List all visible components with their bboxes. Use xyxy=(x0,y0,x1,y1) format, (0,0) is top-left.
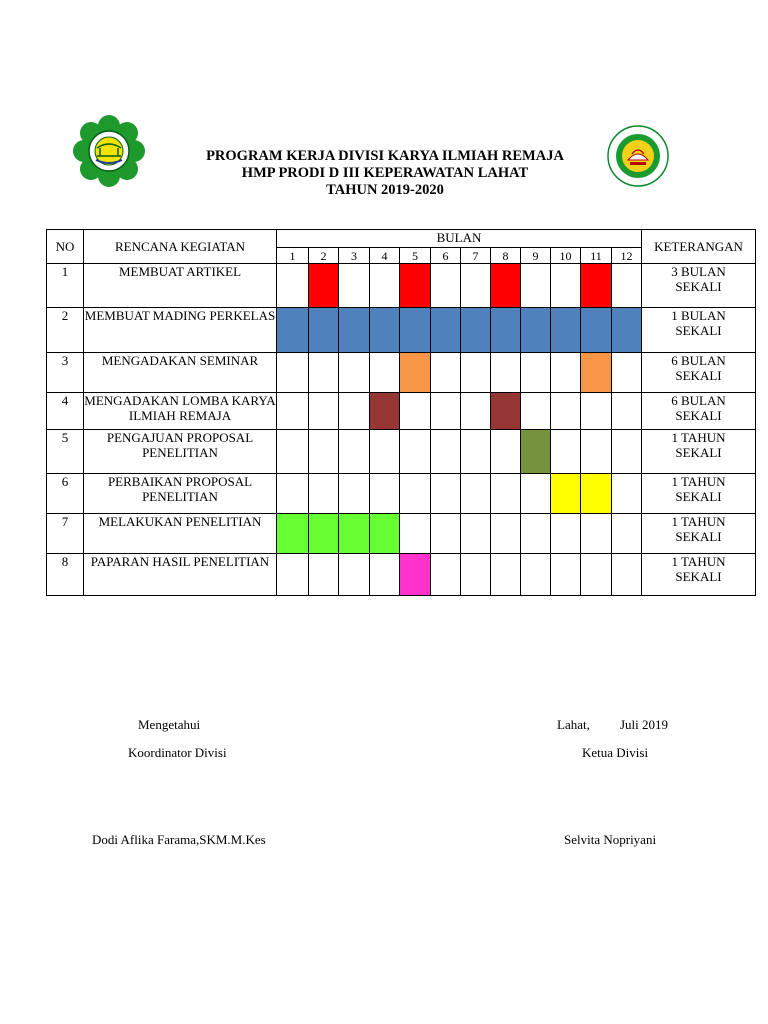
keterangan-cell xyxy=(642,308,756,353)
schedule-cell-month-3 xyxy=(339,474,370,514)
activity-name: MEMBUAT MADING PERKELAS xyxy=(84,308,277,353)
schedule-cell-month-12 xyxy=(612,308,642,353)
schedule-cell-month-9 xyxy=(521,430,551,474)
schedule-cell-month-7 xyxy=(461,474,491,514)
keterangan-unit: SEKALI xyxy=(675,529,722,544)
keterangan-cell xyxy=(642,554,756,596)
row-number: 8 xyxy=(47,554,84,596)
schedule-cell-month-1 xyxy=(277,514,309,554)
keterangan-unit: SEKALI xyxy=(675,408,722,423)
schedule-cell-month-8 xyxy=(491,514,521,554)
schedule-cell-month-8 xyxy=(491,308,521,353)
schedule-cell-month-12 xyxy=(612,554,642,596)
keterangan-unit: SEKALI xyxy=(675,323,722,338)
schedule-cell-month-10 xyxy=(551,264,581,308)
month-header-8: 8 xyxy=(491,248,521,264)
schedule-cell-month-1 xyxy=(277,353,309,393)
schedule-cell-month-2 xyxy=(309,474,339,514)
keterangan-cell xyxy=(642,393,756,430)
schedule-cell-month-7 xyxy=(461,554,491,596)
column-header-bulan: BULAN xyxy=(277,230,642,248)
signature-left-mengetahui: Mengetahui xyxy=(138,717,201,732)
schedule-cell-month-12 xyxy=(612,353,642,393)
schedule-cell-month-6 xyxy=(431,308,461,353)
schedule-cell-month-9 xyxy=(521,554,551,596)
keterangan-cell xyxy=(642,514,756,554)
keterangan-frequency: 6 BULAN xyxy=(671,393,726,408)
schedule-cell-month-9 xyxy=(521,264,551,308)
schedule-cell-month-7 xyxy=(461,264,491,308)
schedule-cell-month-12 xyxy=(612,514,642,554)
work-plan-table xyxy=(46,229,756,596)
schedule-cell-month-1 xyxy=(277,264,309,308)
keterangan-cell xyxy=(642,474,756,514)
schedule-cell-month-5 xyxy=(400,554,431,596)
keterangan-unit: SEKALI xyxy=(675,489,722,504)
month-header-2: 2 xyxy=(309,248,339,264)
keterangan-frequency: 3 BULAN xyxy=(671,264,726,279)
signature-right-place: Lahat, xyxy=(557,717,590,732)
month-header-7: 7 xyxy=(461,248,491,264)
schedule-cell-month-4 xyxy=(370,430,400,474)
keterangan-unit: SEKALI xyxy=(675,279,722,294)
schedule-cell-month-7 xyxy=(461,514,491,554)
schedule-cell-month-12 xyxy=(612,264,642,308)
schedule-cell-month-11 xyxy=(581,514,612,554)
activity-name: PAPARAN HASIL PENELITIAN xyxy=(84,554,277,596)
schedule-cell-month-4 xyxy=(370,554,400,596)
schedule-cell-month-8 xyxy=(491,264,521,308)
institution-logo-left xyxy=(72,114,146,188)
table-row xyxy=(47,353,756,393)
month-header-4: 4 xyxy=(370,248,400,264)
activity-name: MENGADAKAN SEMINAR xyxy=(84,353,277,393)
schedule-cell-month-11 xyxy=(581,308,612,353)
month-header-11: 11 xyxy=(581,248,612,264)
schedule-cell-month-9 xyxy=(521,474,551,514)
table-row xyxy=(47,393,756,430)
schedule-cell-month-8 xyxy=(491,353,521,393)
schedule-cell-month-8 xyxy=(491,430,521,474)
column-header-no: NO xyxy=(47,230,84,264)
schedule-cell-month-5 xyxy=(400,308,431,353)
schedule-cell-month-5 xyxy=(400,393,431,430)
row-number: 3 xyxy=(47,353,84,393)
schedule-cell-month-2 xyxy=(309,308,339,353)
row-number: 1 xyxy=(47,264,84,308)
row-number: 6 xyxy=(47,474,84,514)
keterangan-unit: SEKALI xyxy=(675,368,722,383)
schedule-cell-month-7 xyxy=(461,308,491,353)
schedule-cell-month-3 xyxy=(339,430,370,474)
keterangan-frequency: 6 BULAN xyxy=(671,353,726,368)
schedule-cell-month-4 xyxy=(370,264,400,308)
schedule-cell-month-12 xyxy=(612,430,642,474)
schedule-cell-month-10 xyxy=(551,474,581,514)
schedule-cell-month-10 xyxy=(551,353,581,393)
schedule-cell-month-10 xyxy=(551,430,581,474)
table-row xyxy=(47,308,756,353)
schedule-cell-month-10 xyxy=(551,514,581,554)
table-row xyxy=(47,430,756,474)
schedule-cell-month-3 xyxy=(339,353,370,393)
schedule-cell-month-3 xyxy=(339,264,370,308)
row-number: 7 xyxy=(47,514,84,554)
schedule-cell-month-11 xyxy=(581,554,612,596)
schedule-cell-month-1 xyxy=(277,554,309,596)
schedule-cell-month-9 xyxy=(521,393,551,430)
activity-name: MEMBUAT ARTIKEL xyxy=(84,264,277,308)
title-line-3: TAHUN 2019-2020 xyxy=(326,182,444,198)
table-row xyxy=(47,554,756,596)
schedule-cell-month-8 xyxy=(491,554,521,596)
signature-right-name: Selvita Nopriyani xyxy=(564,832,657,847)
table-row xyxy=(47,264,756,308)
activity-name: MELAKUKAN PENELITIAN xyxy=(84,514,277,554)
schedule-cell-month-4 xyxy=(370,514,400,554)
schedule-cell-month-11 xyxy=(581,393,612,430)
row-number: 4 xyxy=(47,393,84,430)
schedule-cell-month-8 xyxy=(491,393,521,430)
column-header-rencana-kegiatan: RENCANA KEGIATAN xyxy=(84,230,277,264)
schedule-cell-month-1 xyxy=(277,393,309,430)
title-line-2: HMP PRODI D III KEPERAWATAN LAHAT xyxy=(241,165,529,181)
schedule-cell-month-4 xyxy=(370,393,400,430)
schedule-cell-month-2 xyxy=(309,514,339,554)
schedule-cell-month-3 xyxy=(339,393,370,430)
schedule-cell-month-5 xyxy=(400,430,431,474)
schedule-cell-month-2 xyxy=(309,430,339,474)
activity-name: MENGADAKAN LOMBA KARYA ILMIAH REMAJA xyxy=(84,393,277,430)
schedule-cell-month-8 xyxy=(491,474,521,514)
schedule-cell-month-6 xyxy=(431,474,461,514)
schedule-cell-month-4 xyxy=(370,308,400,353)
schedule-cell-month-9 xyxy=(521,514,551,554)
schedule-cell-month-2 xyxy=(309,353,339,393)
schedule-cell-month-5 xyxy=(400,474,431,514)
schedule-cell-month-6 xyxy=(431,393,461,430)
month-header-3: 3 xyxy=(339,248,370,264)
schedule-cell-month-3 xyxy=(339,554,370,596)
schedule-cell-month-6 xyxy=(431,554,461,596)
schedule-cell-month-1 xyxy=(277,308,309,353)
schedule-cell-month-11 xyxy=(581,430,612,474)
schedule-cell-month-9 xyxy=(521,353,551,393)
signature-left-role: Koordinator Divisi xyxy=(128,745,227,760)
document-title xyxy=(150,148,620,199)
column-header-keterangan: KETERANGAN xyxy=(642,230,756,264)
schedule-cell-month-7 xyxy=(461,393,491,430)
month-header-12: 12 xyxy=(612,248,642,264)
keterangan-frequency: 1 TAHUN xyxy=(671,474,726,489)
keterangan-frequency: 1 BULAN xyxy=(671,308,726,323)
keterangan-frequency: 1 TAHUN xyxy=(671,514,726,529)
title-line-1: PROGRAM KERJA DIVISI KARYA ILMIAH REMAJA xyxy=(206,148,564,164)
table-row xyxy=(47,474,756,514)
schedule-cell-month-11 xyxy=(581,353,612,393)
keterangan-cell xyxy=(642,264,756,308)
month-header-1: 1 xyxy=(277,248,309,264)
schedule-cell-month-12 xyxy=(612,393,642,430)
schedule-cell-month-6 xyxy=(431,430,461,474)
schedule-cell-month-9 xyxy=(521,308,551,353)
schedule-cell-month-2 xyxy=(309,393,339,430)
schedule-cell-month-2 xyxy=(309,554,339,596)
keterangan-unit: SEKALI xyxy=(675,445,722,460)
signature-right-role: Ketua Divisi xyxy=(582,745,649,760)
schedule-cell-month-6 xyxy=(431,514,461,554)
schedule-cell-month-5 xyxy=(400,353,431,393)
schedule-cell-month-4 xyxy=(370,353,400,393)
schedule-cell-month-6 xyxy=(431,264,461,308)
schedule-cell-month-10 xyxy=(551,554,581,596)
schedule-cell-month-1 xyxy=(277,474,309,514)
month-header-10: 10 xyxy=(551,248,581,264)
month-header-9: 9 xyxy=(521,248,551,264)
table-row xyxy=(47,514,756,554)
schedule-cell-month-5 xyxy=(400,514,431,554)
month-header-6: 6 xyxy=(431,248,461,264)
schedule-cell-month-10 xyxy=(551,393,581,430)
month-header-5: 5 xyxy=(400,248,431,264)
schedule-cell-month-11 xyxy=(581,264,612,308)
schedule-cell-month-5 xyxy=(400,264,431,308)
schedule-cell-month-7 xyxy=(461,353,491,393)
schedule-cell-month-7 xyxy=(461,430,491,474)
keterangan-cell xyxy=(642,353,756,393)
schedule-cell-month-3 xyxy=(339,514,370,554)
schedule-cell-month-3 xyxy=(339,308,370,353)
schedule-cell-month-1 xyxy=(277,430,309,474)
row-number: 2 xyxy=(47,308,84,353)
row-number: 5 xyxy=(47,430,84,474)
keterangan-frequency: 1 TAHUN xyxy=(671,554,726,569)
keterangan-cell xyxy=(642,430,756,474)
activity-name: PERBAIKAN PROPOSAL PENELITIAN xyxy=(84,474,277,514)
schedule-cell-month-10 xyxy=(551,308,581,353)
schedule-cell-month-12 xyxy=(612,474,642,514)
schedule-cell-month-11 xyxy=(581,474,612,514)
signature-left-name: Dodi Aflika Farama,SKM.M.Kes xyxy=(92,832,266,847)
signature-right-date: Juli 2019 xyxy=(620,717,669,732)
schedule-cell-month-2 xyxy=(309,264,339,308)
keterangan-unit: SEKALI xyxy=(675,569,722,584)
schedule-cell-month-4 xyxy=(370,474,400,514)
keterangan-frequency: 1 TAHUN xyxy=(671,430,726,445)
activity-name: PENGAJUAN PROPOSAL PENELITIAN xyxy=(84,430,277,474)
schedule-cell-month-6 xyxy=(431,353,461,393)
